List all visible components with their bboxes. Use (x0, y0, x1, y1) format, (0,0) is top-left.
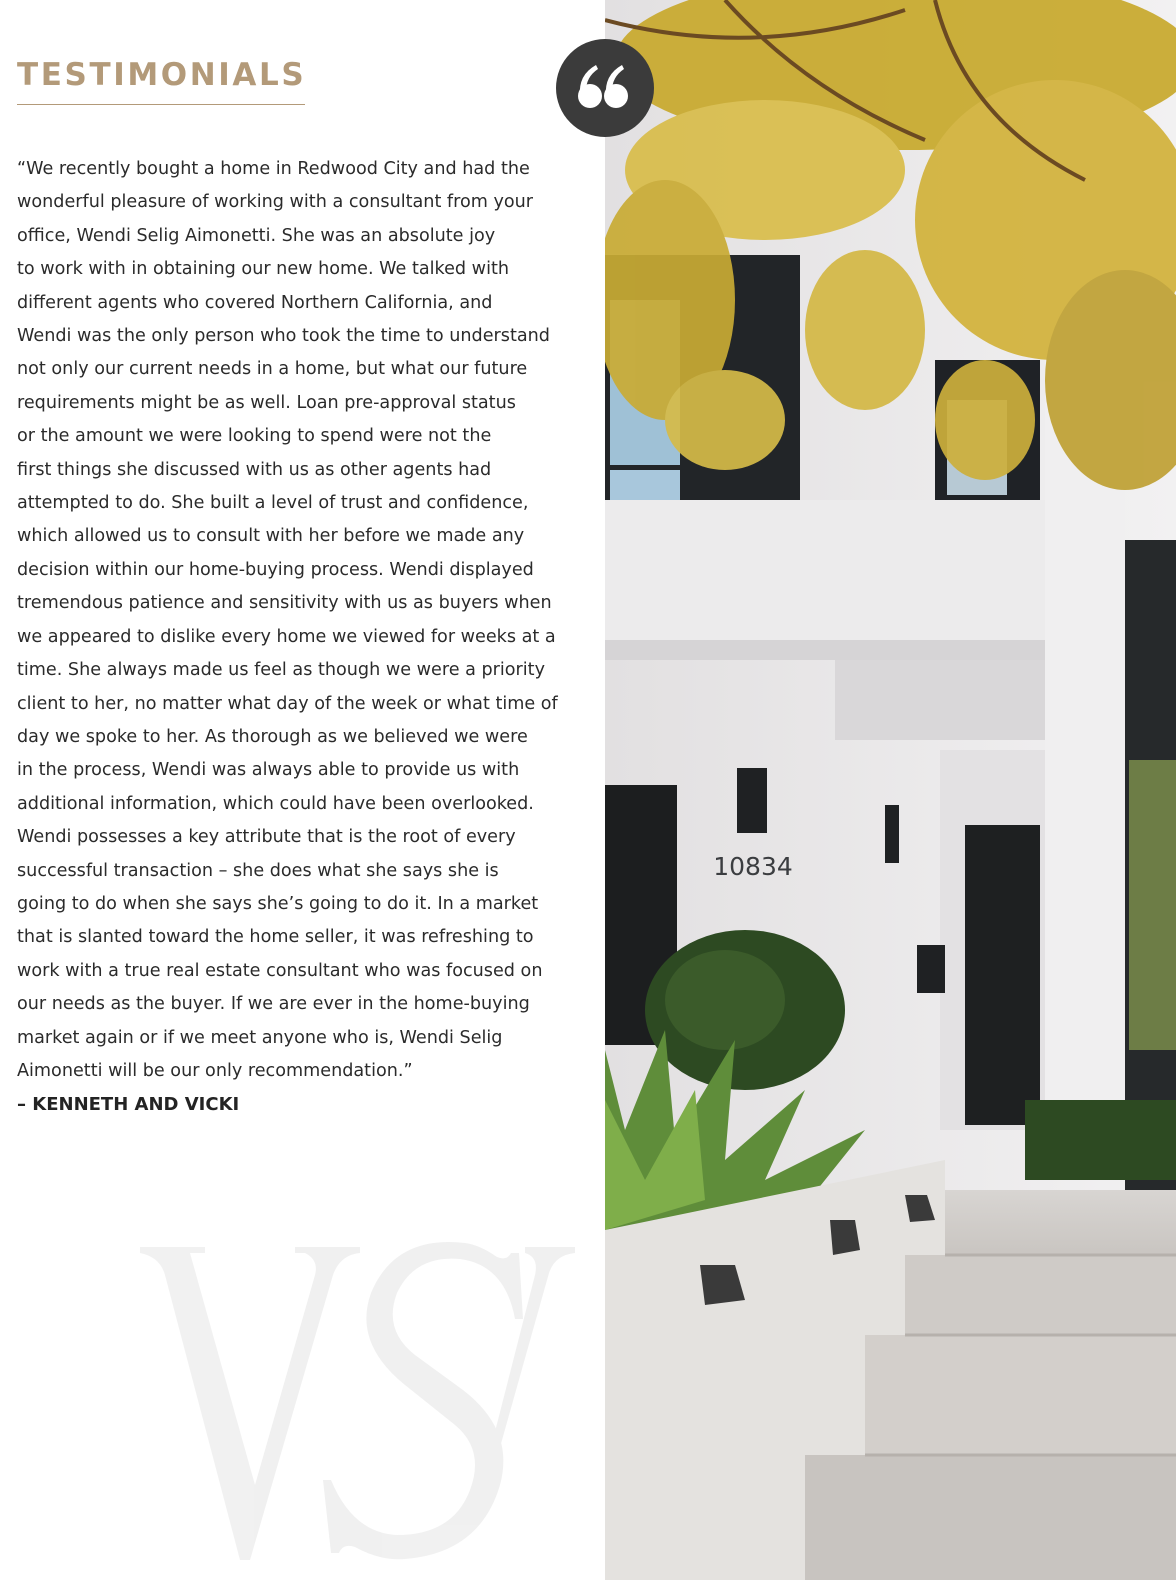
testimonial-line: that is slanted toward the home seller, it was refreshing to (17, 927, 534, 948)
testimonial-line: market again or if we meet anyone who is, Wendi Selig (17, 1027, 503, 1048)
testimonial-line: work with a true real estate consultant who was focused on (17, 960, 543, 981)
quote-badge (556, 39, 654, 137)
quote-mark-icon (556, 39, 654, 137)
testimonial-attribution: – KENNETH AND VICKI (17, 1094, 240, 1115)
testimonial-line: day we spoke to her. As thorough as we believed we were (17, 726, 528, 747)
testimonial-line: to work with in obtaining our new home. We talked with (17, 259, 510, 280)
testimonial-line: wonderful pleasure of working with a consultant from your (17, 192, 534, 213)
testimonial-line: going to do when she says she’s going to do it. In a market (17, 893, 539, 914)
vs-monogram-watermark (135, 1235, 575, 1565)
testimonial-line: first things she discussed with us as other agents had (17, 459, 492, 480)
testimonial-line: Wendi was the only person who took the time to understand (17, 326, 550, 347)
testimonial-line: or the amount we were looking to spend were not the (17, 426, 492, 447)
testimonial-line: additional information, which could have been overlooked. (17, 793, 534, 814)
testimonial-line: “We recently bought a home in Redwood City and had the (17, 159, 530, 179)
testimonial-line: different agents who covered Northern California, and (17, 292, 493, 313)
house-number: 10834 (713, 852, 793, 881)
testimonial-line: Wendi possesses a key attribute that is the root of every (17, 827, 516, 848)
testimonial-line: requirements might be as well. Loan pre-approval status (17, 392, 516, 413)
testimonial-line: tremendous patience and sensitivity with us as buyers when (17, 593, 552, 614)
testimonial-line: Aimonetti will be our only recommendation.” (17, 1060, 413, 1081)
testimonial-line: our needs as the buyer. If we are ever in the home-buying (17, 994, 530, 1015)
page-title: TESTIMONIALS (17, 57, 307, 93)
testimonial-line: we appeared to dislike every home we viewed for weeks at a (17, 626, 556, 647)
testimonial-text (17, 153, 558, 1088)
testimonial-line: which allowed us to consult with her before we made any (17, 526, 525, 547)
testimonial-line: time. She always made us feel as though we were a priority (17, 660, 545, 681)
testimonial-line: client to her, no matter what day of the week or what time of (17, 693, 558, 714)
testimonial-line: in the process, Wendi was always able to provide us with (17, 760, 520, 781)
testimonial-line: not only our current needs in a home, but what our future (17, 359, 528, 380)
testimonial-line: attempted to do. She built a level of trust and confidence, (17, 493, 529, 514)
testimonial-line: successful transaction – she does what she says she is (17, 860, 499, 881)
house-entrance-photo (605, 0, 1176, 1580)
title-underline (17, 104, 305, 105)
testimonial-line: office, Wendi Selig Aimonetti. She was an absolute joy (17, 225, 496, 246)
testimonial-line: decision within our home-buying process. Wendi displayed (17, 559, 534, 580)
